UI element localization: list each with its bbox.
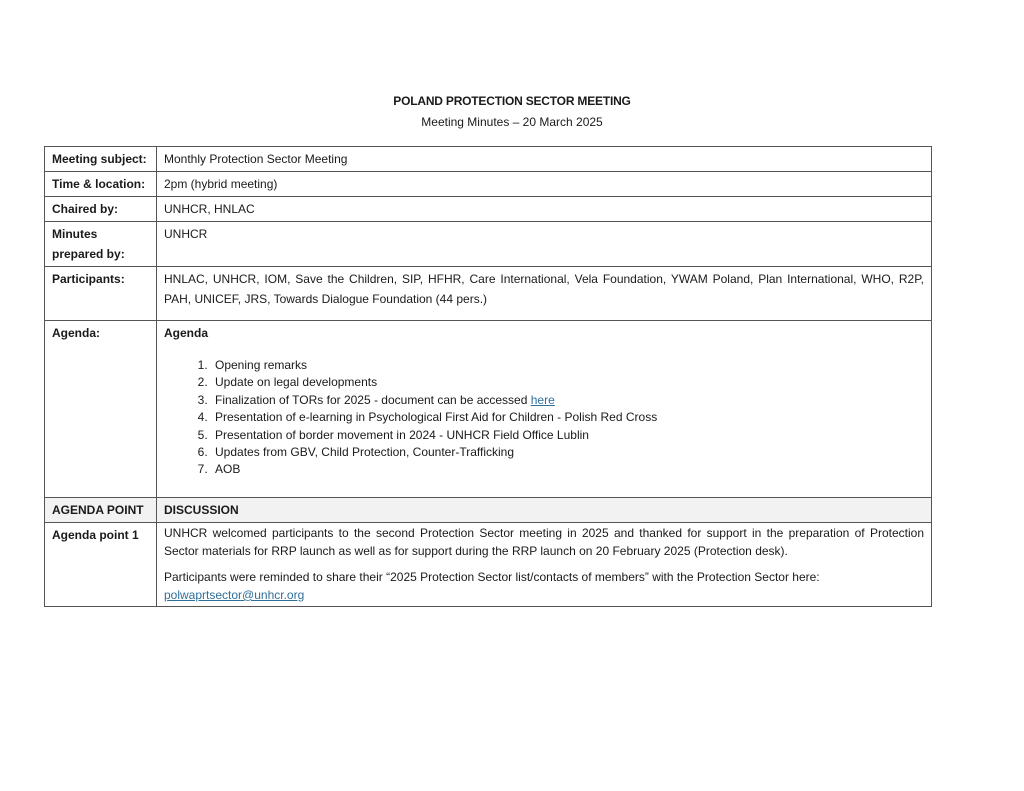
row-agenda-point-1: [45, 522, 932, 606]
row-time-location: [45, 172, 932, 197]
minutes-table: [44, 146, 932, 607]
value-participants: HNLAC, UNHCR, IOM, Save the Children, SIP, HFHR, Care International, Vela Foundation, YWAM Poland, Plan International, WHO, R2P, PAH, UNICEF, JRS, Towards Dialogue Foundation (44 pers.): [157, 267, 932, 321]
row-participants: [45, 267, 932, 321]
row-minutes-prepared: [45, 222, 932, 267]
row-meeting-subject: [45, 147, 932, 172]
email-link[interactable]: polwaprtsector@unhcr.org: [164, 587, 305, 602]
agenda-item: [211, 392, 924, 409]
agenda-item: 7. AOB: [211, 461, 924, 478]
agenda-item: 5. Presentation of border movement in 2024 - UNHCR Field Office Lublin: [211, 427, 924, 444]
value-time-location: 2pm (hybrid meeting): [157, 172, 932, 197]
value-minutes-prepared: UNHCR: [157, 222, 932, 267]
row-chaired-by: [45, 197, 932, 222]
row-agenda: [45, 321, 932, 498]
value-meeting-subject: Monthly Protection Sector Meeting: [157, 147, 932, 172]
discussion-header: DISCUSSION: [157, 497, 932, 522]
agenda-cell: [157, 321, 932, 498]
agenda-item: 2. Update on legal developments: [211, 374, 924, 391]
label-participants: Participants:: [45, 267, 157, 321]
agenda-item: 4. Presentation of e-learning in Psychological First Aid for Children - Polish Red Cross: [211, 409, 924, 426]
discussion-paragraph: [164, 568, 924, 604]
discussion-paragraph: UNHCR welcomed participants to the second Protection Sector meeting in 2025 and thanked for support in the preparation of Protection Sector materials for RRP launch as well as for support during the RRP launch on 20 February 2025 (Protection desk).: [164, 525, 924, 558]
row-discussion-header: [45, 497, 932, 522]
label-meeting-subject: Meeting subject:: [45, 147, 157, 172]
label-time-location: Time & location:: [45, 172, 157, 197]
label-agenda-point-header: AGENDA POINT: [45, 497, 157, 522]
label-agenda: Agenda:: [45, 321, 157, 498]
agenda-item-text: Finalization of TORs for 2025 - document can be accessed: [215, 392, 531, 407]
document-subtitle: Meeting Minutes – 20 March 2025: [421, 115, 603, 129]
agenda-item: 1. Opening remarks: [211, 357, 924, 374]
label-agenda-point-1: Agenda point 1: [45, 522, 157, 606]
discussion-text: Participants were reminded to share their “2025 Protection Sector list/contacts of members” with the Protection Sector here:: [164, 569, 820, 584]
label-chaired-by: Chaired by:: [45, 197, 157, 222]
agenda-list: [164, 357, 924, 479]
tor-document-link[interactable]: here: [530, 392, 555, 407]
agenda-heading: Agenda: [164, 326, 209, 340]
agenda-point-1-cell: [157, 522, 932, 606]
value-chaired-by: UNHCR, HNLAC: [157, 197, 932, 222]
agenda-item: 6. Updates from GBV, Child Protection, Counter-Trafficking: [211, 444, 924, 461]
document-title: POLAND PROTECTION SECTOR MEETING: [393, 94, 631, 108]
label-minutes-prepared: Minutes prepared by:: [45, 222, 157, 267]
